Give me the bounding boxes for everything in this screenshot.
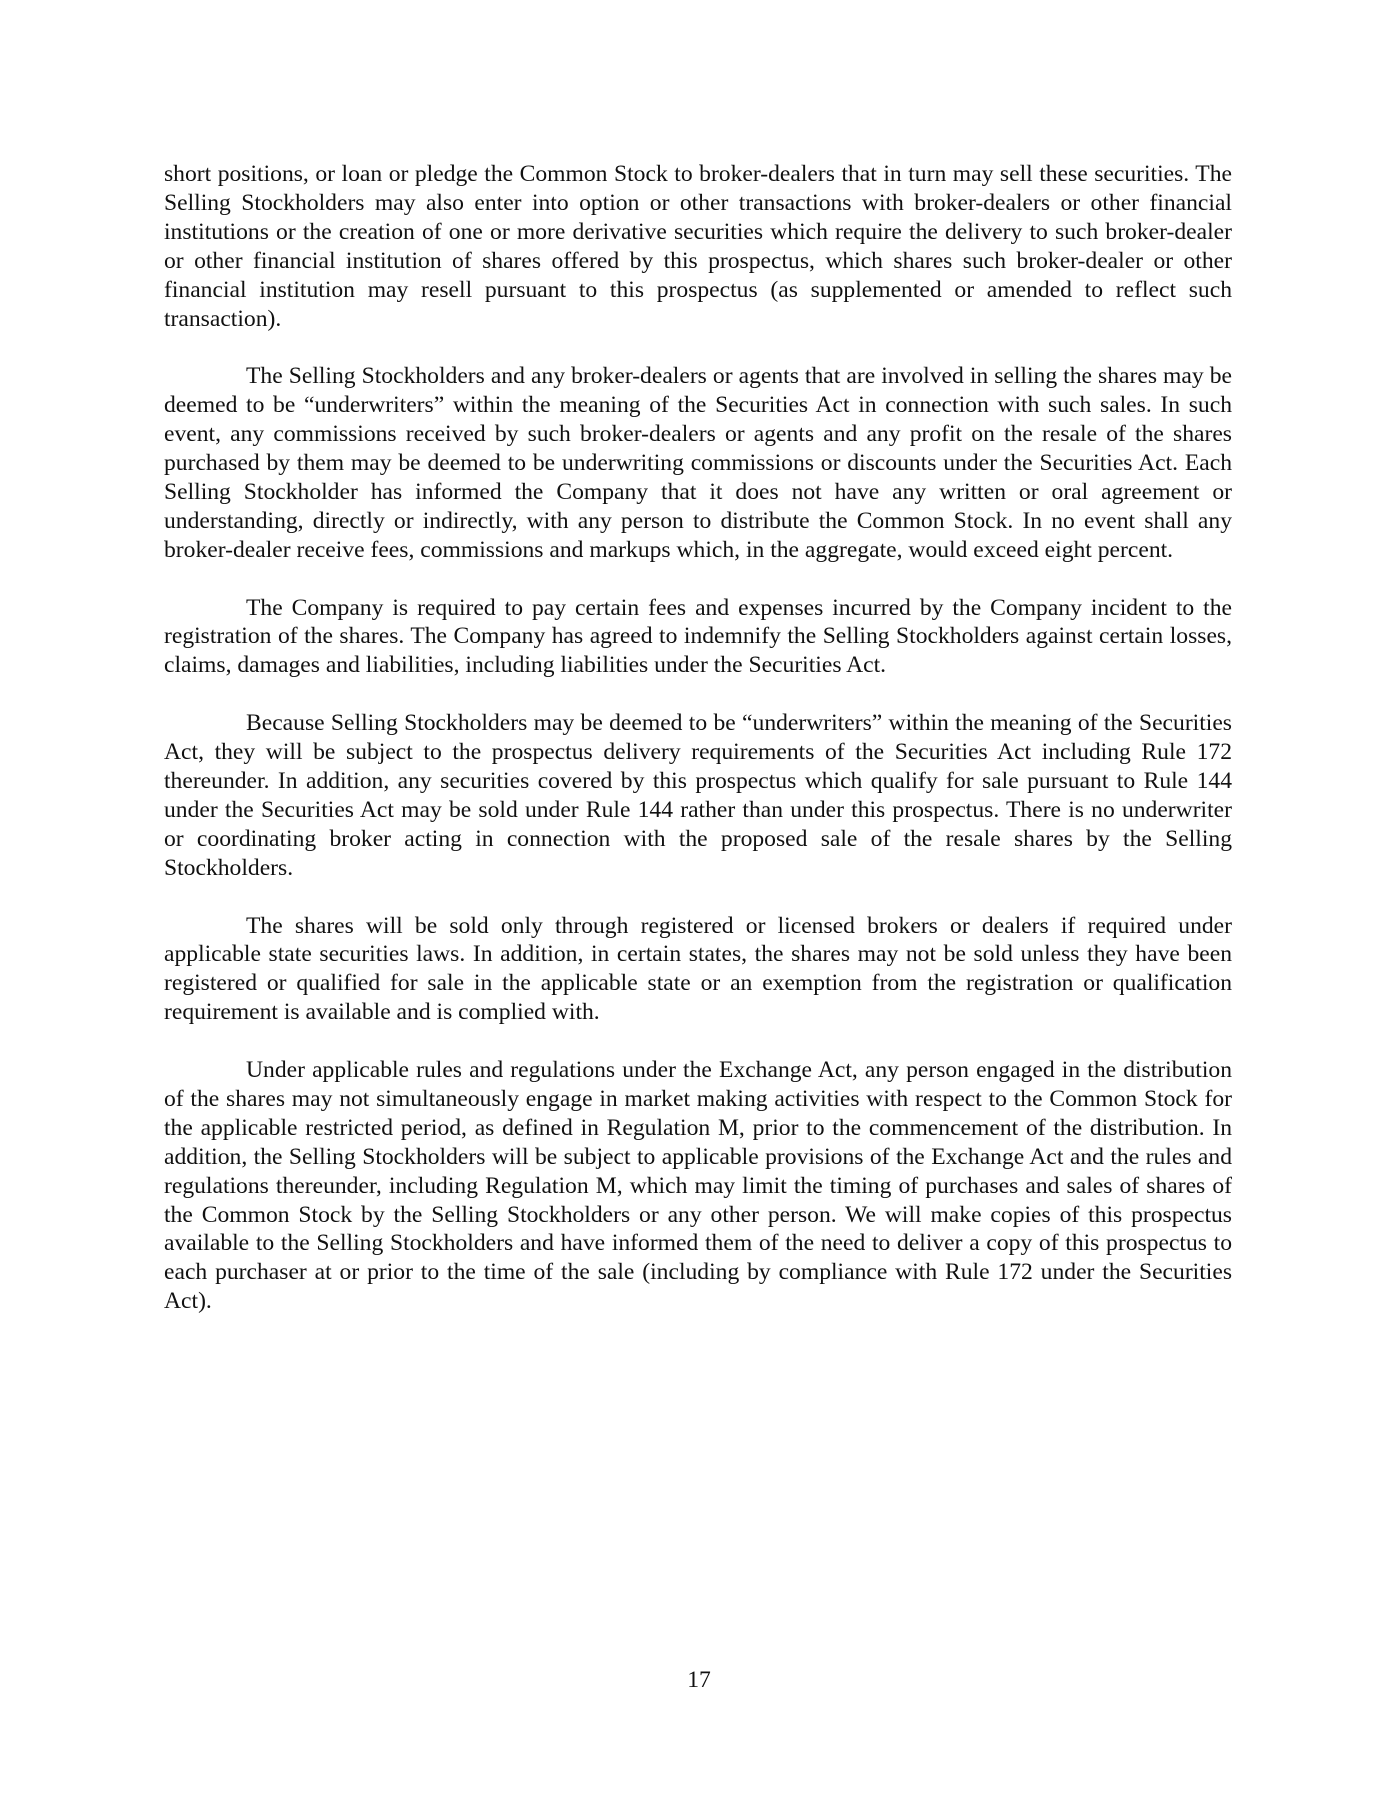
page-number: 17 [687,1667,711,1693]
paragraph-underwriters: The Selling Stockholders and any broker-dealers or agents that are involved in selling the shares may be deemed to be “underwriters” within the meaning of the Securities Act in connection with such sales. In such event, any commissions received by such broker-dealers or agents and any profit on the resale of the shares purchased by them may be deemed to be underwriting commissions or discounts under the Securities Act. Each Selling Stockholder has informed the Company that it does not have any written or oral agreement or understanding, directly or indirectly, with any person to distribute the Common Stock. In no event shall any broker-dealer receive fees, commissions and markups which, in the aggregate, would exceed eight percent. [164,363,1232,563]
paragraph-prospectus-delivery: Because Selling Stockholders may be deemed to be “underwriters” within the meaning of the Securities Act, they will be subject to the prospectus delivery requirements of the Securities Act including Rule 172 thereunder. In addition, any securities covered by this prospectus which qualify for sale pursuant to Rule 144 under the Securities Act may be sold under Rule 144 rather than under this prospectus. There is no underwriter or coordinating broker acting in connection with the proposed sale of the resale shares by the Selling Stockholders. [164,710,1232,881]
paragraph-continuation: short positions, or loan or pledge the Common Stock to broker-dealers that in turn may sell these securities. The Selling Stockholders may also enter into option or other transactions with broker-dealers or other financial institutions or the creation of one or more derivative securities which require the delivery to such broker-dealer or other financial institution of shares offered by this prospectus, which shares such broker-dealer or other financial institution may resell pursuant to this prospectus (as supplemented or amended to reflect such transaction). [164,161,1232,332]
document-body [164,160,1232,1345]
paragraph-fees-expenses: The Company is required to pay certain fees and expenses incurred by the Company incident to the registration of the shares. The Company has agreed to indemnify the Selling Stockholders against certain losses, claims, damages and liabilities, including liabilities under the Securities Act. [164,594,1232,679]
paragraph-regulation-m: Under applicable rules and regulations under the Exchange Act, any person engaged in the distribution of the shares may not simultaneously engage in market making activities with respect to the Common Stock for the applicable restricted period, as defined in Regulation M, prior to the commencement of the distribution. In addition, the Selling Stockholders will be subject to applicable provisions of the Exchange Act and the rules and regulations thereunder, including Regulation M, which may limit the timing of purchases and sales of shares of the Common Stock by the Selling Stockholders or any other person. We will make copies of this prospectus available to the Selling Stockholders and have informed them of the need to deliver a copy of this prospectus to each purchaser at or prior to the time of the sale (including by compliance with Rule 172 under the Securities Act). [164,1057,1232,1315]
paragraph-state-laws: The shares will be sold only through registered or licensed brokers or dealers if required under applicable state securities laws. In addition, in certain states, the shares may not be sold unless they have been registered or qualified for sale in the applicable state or an exemption from the registration or qualification requirement is available and is complied with. [164,912,1232,1026]
